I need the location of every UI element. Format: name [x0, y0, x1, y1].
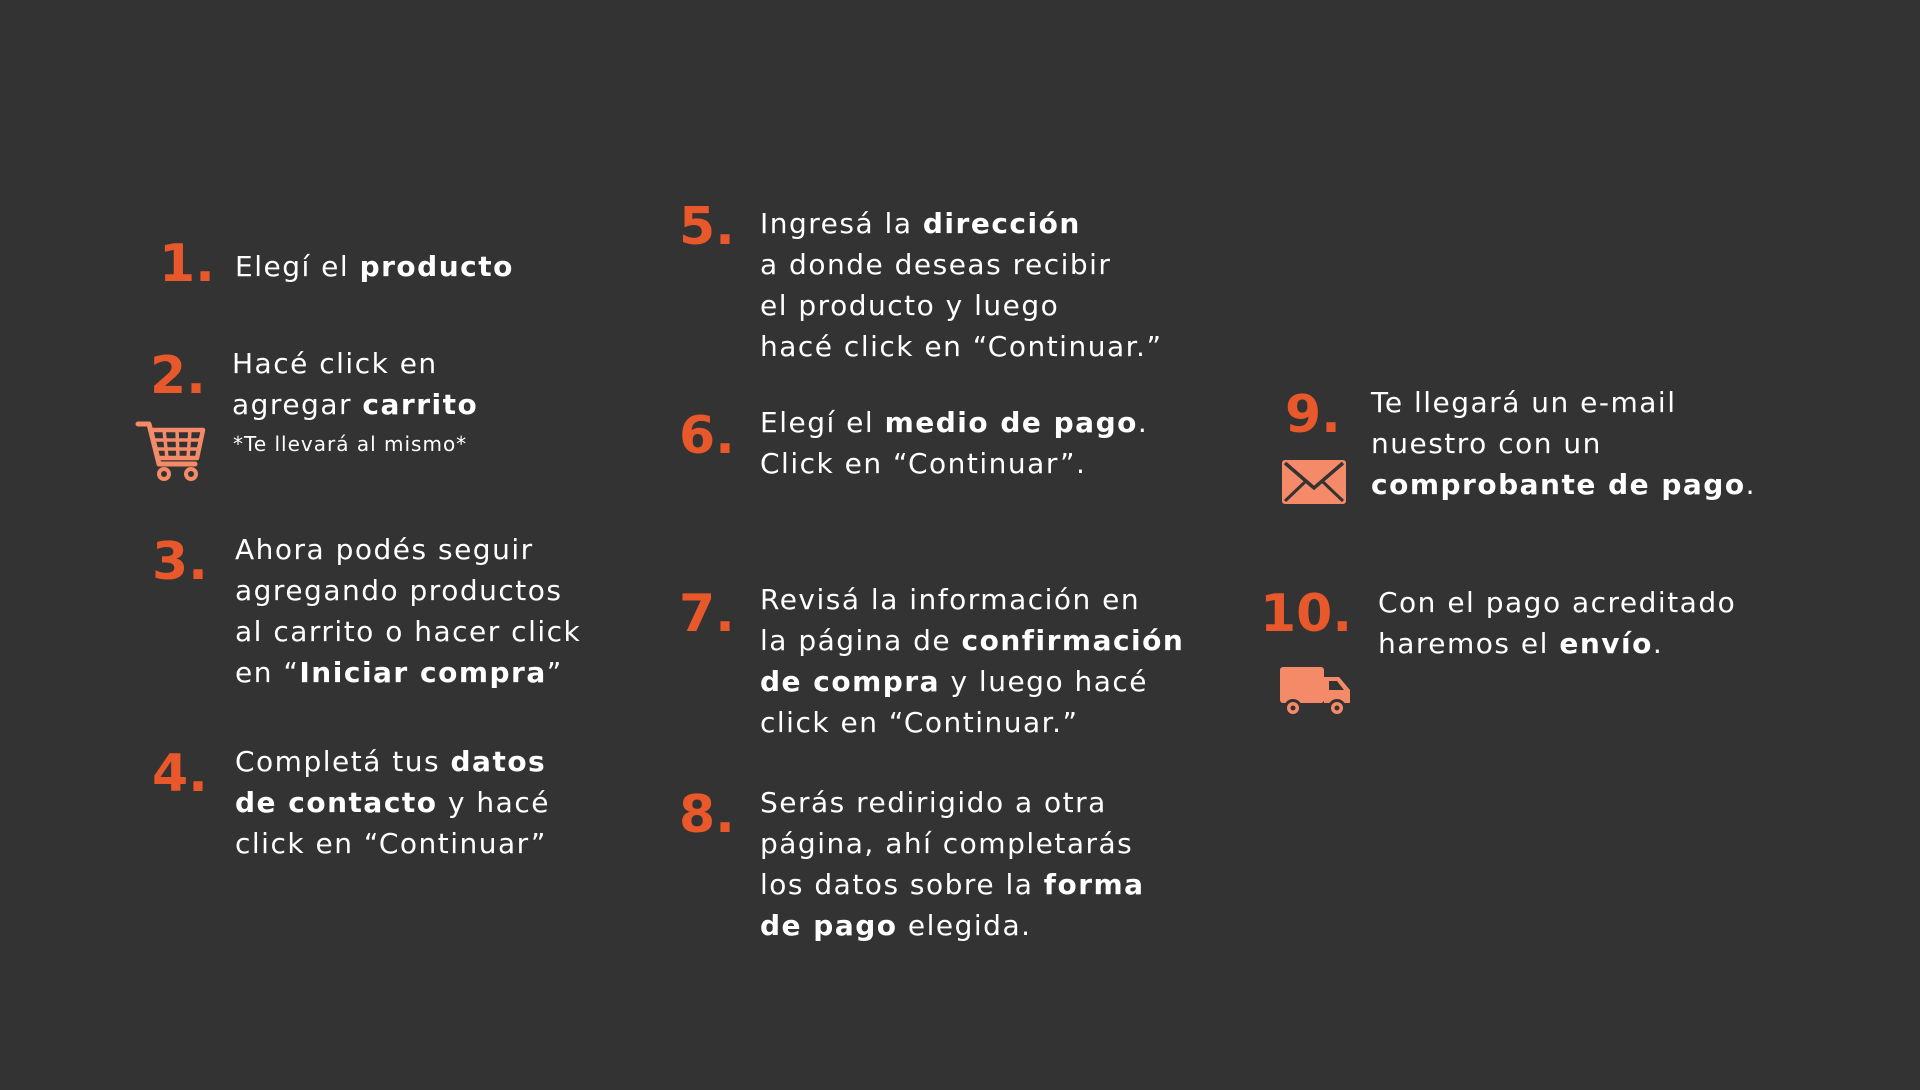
step-text-line — [760, 579, 1184, 620]
step-text-segment: Ingresá la — [760, 207, 923, 240]
step-text — [760, 203, 1162, 367]
step-text-line — [235, 782, 550, 823]
step-number: 1. — [159, 234, 215, 294]
step-text-bold: confirmación — [961, 624, 1185, 657]
step-text — [760, 782, 1145, 946]
step-text-segment: al carrito o hacer click — [235, 615, 582, 648]
step-text-segment: Hacé click en — [232, 347, 438, 380]
step-text-segment: hacé click en “Continuar.” — [760, 330, 1163, 363]
step-text-segment: agregando productos — [235, 574, 563, 607]
step-text-segment: click en “Continuar.” — [760, 706, 1079, 739]
step-text — [760, 579, 1184, 743]
step-text-segment: Elegí el — [760, 406, 885, 439]
step-text-line — [760, 443, 1148, 484]
step-text-segment: la página de — [760, 624, 962, 657]
step-text-segment: Serás redirigido a otra — [760, 786, 1107, 819]
step-text-segment: Revisá la información en — [760, 583, 1141, 616]
step-text-line — [235, 741, 550, 782]
step-text-segment: click en “Continuar” — [235, 827, 547, 860]
step-text-line — [760, 326, 1162, 367]
step-text-segment: . — [1652, 627, 1664, 660]
step-text-segment: los datos sobre la — [760, 868, 1044, 901]
step-text-bold: dirección — [922, 207, 1081, 240]
step-text-line — [235, 652, 581, 693]
step-text-bold: comprobante de pago — [1371, 468, 1746, 501]
step-number: 3. — [152, 532, 208, 592]
step-text-line — [235, 611, 581, 652]
step-text-line — [235, 570, 581, 611]
step-text-line — [1371, 464, 1756, 505]
step-number: 4. — [152, 744, 208, 804]
step-text-bold: de compra — [760, 665, 941, 698]
step-text-bold: Iniciar compra — [299, 656, 547, 689]
step-text — [235, 529, 581, 693]
step-text-segment: haremos el — [1378, 627, 1560, 660]
step-number: 2. — [150, 346, 206, 406]
step-text-line — [1371, 423, 1756, 464]
step-text — [760, 402, 1148, 484]
step-text-segment: agregar — [232, 388, 363, 421]
step-text-line — [760, 285, 1162, 326]
step-text-segment: y luego hacé — [940, 665, 1148, 698]
step-text-bold: datos — [450, 745, 547, 778]
step-text-bold: de pago — [760, 909, 898, 942]
step-text-line — [760, 244, 1162, 285]
step-text-bold: medio de pago — [884, 406, 1138, 439]
step-text-segment: Completá tus — [235, 745, 451, 778]
step-text-segment: el producto y luego — [760, 289, 1060, 322]
step-text — [235, 741, 550, 864]
step-text — [1371, 382, 1756, 505]
step-number: 7. — [679, 584, 735, 644]
step-text-segment: en “ — [235, 656, 300, 689]
step-text-line — [760, 203, 1162, 244]
step-text-bold: producto — [359, 250, 514, 283]
step-text-line — [760, 905, 1145, 946]
step-text-line — [760, 402, 1148, 443]
step-text-line — [760, 620, 1184, 661]
step-text-line — [760, 782, 1145, 823]
step-number: 8. — [679, 785, 735, 845]
step-text-bold: de contacto — [235, 786, 438, 819]
step-text-segment: . — [1745, 468, 1756, 501]
step-text-segment: Ahora podés seguir — [235, 533, 534, 566]
step-number: 6. — [679, 406, 735, 466]
step-text — [235, 246, 514, 287]
step-text-bold: envío — [1559, 627, 1653, 660]
envelope-icon — [1282, 460, 1346, 504]
step-text-segment: elegida. — [897, 909, 1032, 942]
step-text-segment: . — [1137, 406, 1149, 439]
step-text-segment: nuestro con un — [1371, 427, 1602, 460]
step-text-segment: a donde deseas recibir — [760, 248, 1112, 281]
step-text-line — [760, 864, 1145, 905]
step-text-line — [1378, 582, 1736, 623]
step-text-line — [232, 384, 478, 425]
step-note: *Te llevará al mismo* — [233, 432, 468, 456]
step-text-line — [235, 246, 514, 287]
step-text — [232, 343, 478, 425]
step-text — [1378, 582, 1736, 664]
step-text-segment: Elegí el — [235, 250, 360, 283]
step-text-segment: página, ahí completarás — [760, 827, 1134, 860]
step-text-line — [1378, 623, 1736, 664]
step-number: 5. — [679, 197, 735, 257]
step-text-bold: carrito — [362, 388, 479, 421]
step-text-segment: Con el pago acreditado — [1378, 586, 1737, 619]
step-text-bold: forma — [1043, 868, 1145, 901]
step-text-line — [760, 702, 1184, 743]
step-text-line — [760, 661, 1184, 702]
step-text-line — [235, 823, 550, 864]
step-text-segment: y hacé — [437, 786, 550, 819]
step-text-line — [760, 823, 1145, 864]
step-number: 10. — [1260, 584, 1353, 644]
delivery-truck-icon — [1277, 665, 1353, 719]
step-number: 9. — [1285, 385, 1341, 445]
step-text-line — [232, 343, 478, 384]
step-text-line — [235, 529, 581, 570]
shopping-cart-icon — [135, 418, 207, 482]
step-text-line — [1371, 382, 1756, 423]
step-text-segment: Te llegará un e-mail — [1371, 386, 1677, 419]
step-text-segment: ” — [546, 656, 563, 689]
step-text-segment: Click en “Continuar”. — [760, 447, 1087, 480]
